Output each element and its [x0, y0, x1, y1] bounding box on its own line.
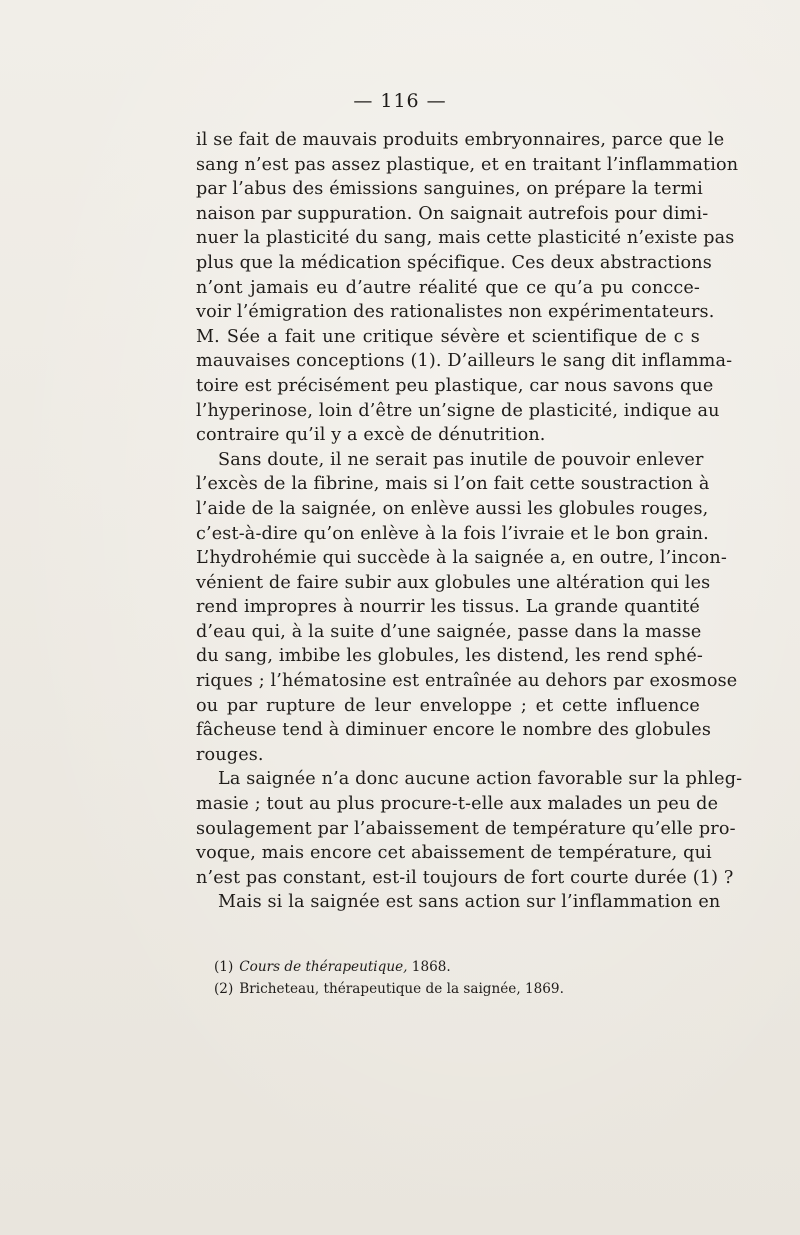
text-line: voque, mais encore cet abaissement de température, qui [196, 843, 712, 864]
text-line: naison par suppuration. On saignait autrefois pour dimi- [196, 203, 709, 224]
text-line: n’est pas constant, est-il toujours de fort courte durée (1) ? [196, 867, 734, 888]
footnote-text: Bricheteau, thérapeutique de la saignée, 1869. [239, 981, 564, 997]
text-line: du sang, imbibe les globules, les distend, les rend sphé- [196, 646, 703, 667]
text-line: d’eau qui, à la suite d’une saignée, passe dans la masse [196, 621, 702, 642]
text-line: contraire qu’il y a excè de dénutrition. [196, 425, 546, 446]
footnote [214, 956, 634, 978]
text-line: riques ; l’hématosine est entraînée au dehors par exosmose [196, 671, 738, 692]
text-line: Mais si la saignée est sans action sur l’inflammation en [218, 892, 721, 913]
text-line: ou par rupture de leur enveloppe ; et cette influence [196, 695, 700, 716]
page-header: — 116 — [353, 90, 447, 112]
text-line: n’ont jamais eu d’autre réalité que ce qu’a pu concce- [196, 277, 700, 298]
text-line: l’aide de la saignée, on enlève aussi les globules rouges, [196, 498, 709, 519]
text-line: masie ; tout au plus procure-t-elle aux malades un peu de [196, 794, 719, 815]
text-line: La saignée n’a donc aucune action favorable sur la phleg- [218, 769, 743, 790]
footnote [214, 978, 634, 1000]
footnotes [214, 956, 634, 1000]
text-line: fâcheuse tend à diminuer encore le nombre des globules [196, 720, 712, 741]
text-line: il se fait de mauvais produits embryonnaires, parce que le [196, 130, 725, 150]
text-line: L’hydrohémie qui succède à la saignée a, en outre, l’incon- [196, 548, 727, 569]
text-line: c’est-à-dire qu’on enlève à la fois l’ivraie et le bon grain. [196, 523, 709, 544]
text-line: plus que la médication spécifique. Ces deux abstractions [196, 252, 712, 273]
footnote-text: 1868. [407, 959, 451, 975]
text-line: soulagement par l’abaissement de température qu’elle pro- [196, 818, 736, 839]
text-line: rend impropres à nourrir les tissus. La grande quantité [196, 597, 700, 618]
text-line: Sans doute, il ne serait pas inutile de pouvoir enlever [218, 449, 704, 470]
text-line: par l’abus des émissions sanguines, on prépare la termi [196, 179, 703, 200]
footnote-number: (2) [214, 981, 234, 997]
footnote-title: Cours de thérapeutique, [239, 959, 408, 975]
text-line: toire est précisément peu plastique, car nous savons que [196, 375, 714, 396]
text-line: sang n’est pas assez plastique, et en traitant l’inflammation [196, 154, 739, 175]
text-line: rouges. [196, 744, 264, 765]
text-line: vénient de faire subir aux globules une altération qui les [196, 572, 711, 593]
footnote-number: (1) [214, 959, 234, 975]
body-text [196, 128, 743, 915]
text-line: M. Sée a fait une critique sévère et scientifique de c s [196, 326, 700, 347]
text-line: mauvaises conceptions (1). D’ailleurs le sang dit inflamma- [196, 351, 733, 372]
text-line: voir l’émigration des rationalistes non expérimentateurs. [196, 302, 715, 323]
text-line: l’excès de la fibrine, mais si l’on fait cette soustraction à [196, 474, 710, 495]
text-line: nuer la plasticité du sang, mais cette plasticité n’existe pas [196, 228, 735, 249]
text-line: l’hyperinose, loin d’être un’signe de plasticité, indique au [196, 400, 720, 421]
